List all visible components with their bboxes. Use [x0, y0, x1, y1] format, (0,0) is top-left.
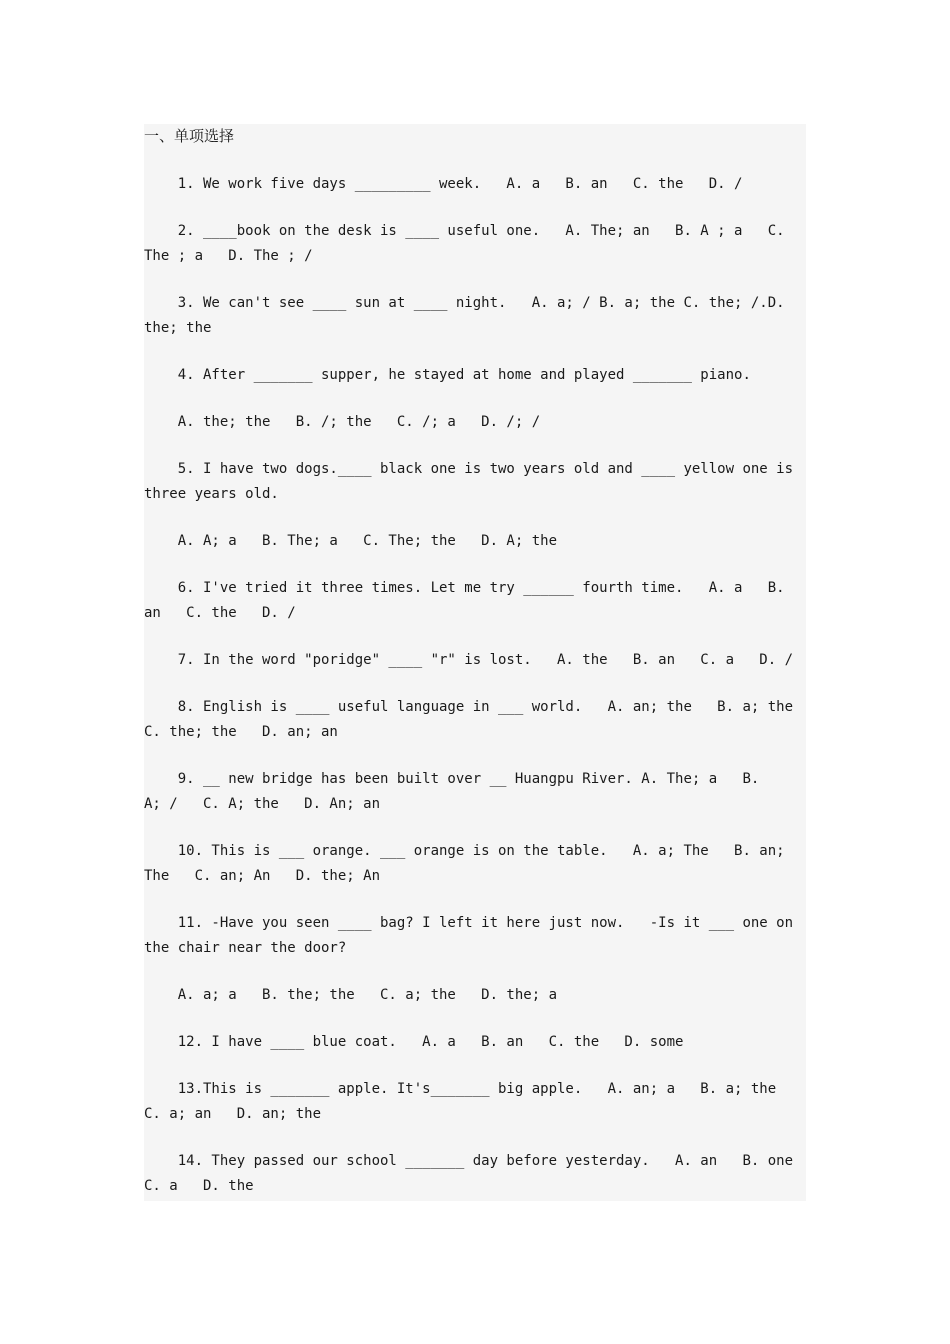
question-line: C. the; the D. an; an: [144, 724, 338, 740]
question-item: [144, 291, 806, 341]
question-line: 7. In the word "poridge" ____ "r" is lost. A. the B. an C. a D. /: [144, 652, 794, 668]
question-line: 3. We can't see ____ sun at ____ night. A. a; / B. a; the C. the; /.D.: [144, 295, 785, 311]
question-line: 4. After _______ supper, he stayed at home and played _______ piano.: [144, 367, 751, 383]
question-line: three years old.: [144, 486, 279, 502]
question-line: The C. an; An D. the; An: [144, 868, 381, 884]
question-item: [144, 1077, 806, 1127]
question-line: C. a D. the: [144, 1178, 254, 1194]
question-line: 1. We work five days _________ week. A. a B. an C. the D. /: [144, 176, 743, 192]
question-item: [144, 648, 806, 673]
question-line: The ; a D. The ; /: [144, 248, 313, 264]
question-line: 6. I've tried it three times. Let me try ______ fourth time. A. a B.: [144, 580, 785, 596]
section-title: 一、单项选择: [144, 127, 235, 145]
question-item: [144, 983, 806, 1008]
question-line: an C. the D. /: [144, 605, 296, 621]
question-item: [144, 363, 806, 388]
question-line: 14. They passed our school _______ day before yesterday. A. an B. one: [144, 1153, 794, 1169]
question-item: [144, 457, 806, 507]
question-item: [144, 911, 806, 961]
question-line: 10. This is ___ orange. ___ orange is on the table. A. a; The B. an;: [144, 843, 785, 859]
question-line: 11. -Have you seen ____ bag? I left it here just now. -Is it ___ one on: [144, 915, 794, 931]
question-item: [144, 767, 806, 817]
question-line: A; / C. A; the D. An; an: [144, 796, 381, 812]
question-item: [144, 576, 806, 626]
question-item: [144, 410, 806, 435]
question-item: [144, 695, 806, 745]
question-item: [144, 839, 806, 889]
question-list: [144, 172, 806, 1221]
question-line: A. the; the B. /; the C. /; a D. /; /: [144, 414, 541, 430]
question-line: C. a; an D. an; the: [144, 1106, 322, 1122]
question-line: 13.This is _______ apple. It's_______ big apple. A. an; a B. a; the: [144, 1081, 777, 1097]
question-line: 5. I have two dogs.____ black one is two years old and ____ yellow one is: [144, 461, 794, 477]
question-item: [144, 172, 806, 197]
question-line: A. A; a B. The; a C. The; the D. A; the: [144, 533, 558, 549]
question-line: 9. __ new bridge has been built over __ Huangpu River. A. The; a B.: [144, 771, 760, 787]
question-line: 2. ____book on the desk is ____ useful one. A. The; an B. A ; a C.: [144, 223, 785, 239]
question-line: the chair near the door?: [144, 940, 347, 956]
question-item: [144, 219, 806, 269]
question-item: [144, 529, 806, 554]
question-line: 8. English is ____ useful language in ___ world. A. an; the B. a; the: [144, 699, 794, 715]
question-line: A. a; a B. the; the C. a; the D. the; a: [144, 987, 558, 1003]
question-line: 12. I have ____ blue coat. A. a B. an C. the D. some: [144, 1034, 684, 1050]
question-line: the; the: [144, 320, 212, 336]
question-item: [144, 1149, 806, 1199]
question-item: [144, 1030, 806, 1055]
